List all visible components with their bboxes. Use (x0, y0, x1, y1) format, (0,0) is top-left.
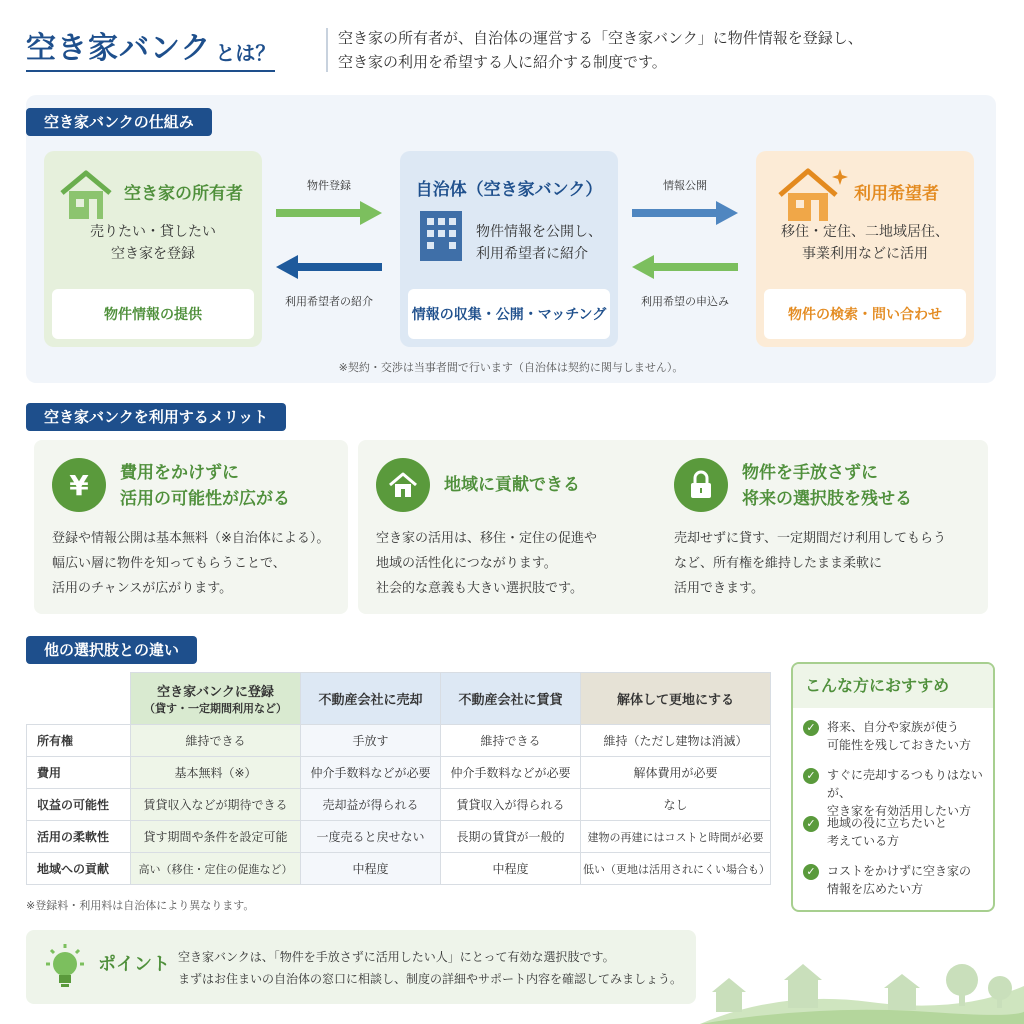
user-box (756, 151, 974, 347)
table-cell: 長期の賃貸が一般的 (441, 821, 581, 853)
row-header: 地域への貢献 (27, 853, 131, 885)
table-cell: 賃貸収入が得られる (441, 789, 581, 821)
house-icon (376, 458, 430, 512)
recommend-item-line1: 将来、自分や家族が使う (827, 720, 960, 734)
user-bottom-label: 物件の検索・問い合わせ (764, 289, 966, 339)
table-row (27, 853, 771, 885)
merit-text-line2: 幅広い層に物件を知ってもらうことで、 (52, 556, 286, 571)
merit-title (742, 460, 912, 512)
merit-title-line2: 将来の選択肢を残せる (742, 489, 912, 509)
recommend-box (791, 662, 995, 912)
merit-title-line1: 地域に貢献できる (444, 475, 580, 495)
check-icon: ✓ (803, 864, 819, 880)
section-label-merits: 空き家バンクを利用するメリット (26, 403, 286, 431)
merit-title (120, 460, 290, 512)
user-text-line1: 移住・定住、二地域居住、 (781, 224, 949, 240)
arrow-label-register: 物件登録 (307, 179, 351, 192)
row-header: 収益の可能性 (27, 789, 131, 821)
merit-text (674, 526, 980, 601)
table-row (27, 757, 771, 789)
table-cell: 維持できる (441, 725, 581, 757)
user-text (756, 221, 974, 265)
lock-icon (674, 458, 728, 512)
recommend-item (803, 718, 987, 754)
merit-text (376, 526, 666, 601)
check-icon: ✓ (803, 768, 819, 784)
gov-box (400, 151, 618, 347)
page-header (26, 26, 1006, 76)
user-title: 利用希望者 (854, 184, 939, 204)
header-sell: 不動産会社に売却 (301, 673, 441, 725)
gov-text-line2: 利用希望者に紹介 (476, 246, 588, 262)
arrow-right-blue-icon (632, 201, 738, 225)
header-desc-line2: 空き家の利用を希望する人に紹介する制度です。 (338, 53, 667, 71)
gov-text-line1: 物件情報を公開し、 (476, 224, 602, 240)
table-header-row (27, 673, 771, 725)
merit-text-line1: 売却せずに貸す、一定期間だけ利用してもらう (674, 531, 946, 546)
yen-icon: ¥ (52, 458, 106, 512)
merit-title (444, 472, 580, 498)
table-cell: 賃貸収入などが期待できる (131, 789, 301, 821)
merit-text-line3: 活用できます。 (674, 581, 764, 596)
table-cell: 仲介手数料などが必要 (441, 757, 581, 789)
merit-text-line1: 空き家の活用は、移住・定住の促進や (376, 531, 598, 546)
check-icon: ✓ (803, 816, 819, 832)
table-row (27, 725, 771, 757)
arrow-label-apply: 利用希望の申込み (641, 295, 729, 308)
recommend-item-line1: すぐに売却するつもりはないが、 (827, 768, 983, 800)
table-row (27, 789, 771, 821)
recommend-title: こんな方におすすめ (793, 664, 993, 708)
owner-text-line2: 空き家を登録 (111, 246, 195, 262)
recommend-item (803, 766, 987, 820)
table-cell: 中程度 (301, 853, 441, 885)
merit-text-line1: 登録や情報公開は基本無料（※自治体による）。 (52, 531, 330, 546)
check-icon: ✓ (803, 720, 819, 736)
recommend-item-line1: コストをかけずに空き家の (827, 864, 972, 878)
merit-card-cost (34, 440, 348, 614)
building-icon (418, 209, 464, 261)
table-cell: 貸す期間や条件を設定可能 (131, 821, 301, 853)
town-scenery-illustration (700, 950, 1024, 1024)
table-cell: なし (581, 789, 771, 821)
arrow-label-publish: 情報公開 (663, 179, 707, 192)
header-divider (326, 28, 328, 72)
owner-title: 空き家の所有者 (124, 184, 243, 204)
arrow-left-blue-icon (276, 255, 382, 279)
recommend-item-line2: 情報を広めたい方 (827, 882, 924, 896)
table-cell: 売却益が得られる (301, 789, 441, 821)
header-description (338, 26, 863, 74)
gov-title: 自治体（空き家バンク） (415, 180, 603, 200)
recommend-item-line2: 考えている方 (827, 834, 900, 848)
owner-house-icon (58, 169, 114, 221)
recommend-item-text (827, 862, 987, 898)
merit-card-keep (656, 440, 988, 614)
header-akiya-bank (131, 673, 301, 725)
recommend-item-text (827, 766, 987, 820)
merit-text-line2: など、所有権を維持したまま柔軟に (674, 556, 883, 571)
merit-text-line3: 社会的な意義も大きい選択肢です。 (376, 581, 583, 596)
header-akiya-bank-line2: （貸す・一定期間利用など） (144, 702, 287, 715)
gov-text (476, 221, 602, 265)
user-house-icon (776, 165, 850, 223)
page-title-main: 空き家バンク (26, 31, 212, 66)
arrow-left-green-icon (632, 255, 738, 279)
header-desc-line1: 空き家の所有者が、自治体の運営する「空き家バンク」に物件情報を登録し、 (338, 29, 863, 47)
user-text-line2: 事業利用などに活用 (802, 246, 928, 262)
recommend-item-line1: 地域の役に立ちたいと (827, 816, 948, 830)
comparison-table (26, 672, 771, 885)
page-title-sub: とは？ (215, 41, 276, 65)
point-box (26, 930, 696, 1004)
table-corner-cell (27, 673, 131, 725)
owner-bottom-label: 物件情報の提供 (52, 289, 254, 339)
section-label-mechanism: 空き家バンクの仕組み (26, 108, 212, 136)
table-cell: 維持できる (131, 725, 301, 757)
table-cell: 建物の再建にはコストと時間が必要 (581, 821, 771, 853)
table-cell: 基本無料（※） (131, 757, 301, 789)
merit-text-line2: 地域の活性化につながります。 (376, 556, 557, 571)
point-text (178, 946, 682, 990)
merit-text-line3: 活用のチャンスが広がります。 (52, 581, 233, 596)
arrow-right-green-icon (276, 201, 382, 225)
recommend-item (803, 862, 987, 898)
page-title (26, 26, 275, 72)
owner-text-line1: 売りたい・貸したい (90, 224, 216, 240)
table-cell: 維持（ただし建物は消滅） (581, 725, 771, 757)
recommend-item (803, 814, 987, 850)
merit-text (52, 526, 342, 601)
merit-card-community (358, 440, 672, 614)
point-text-line1: 空き家バンクは、「物件を手放さずに活用したい人」にとって有効な選択肢です。 (178, 950, 615, 964)
comparison-note: ※登録料・利用料は自治体により異なります。 (26, 899, 255, 912)
merit-title-line1: 物件を手放さずに (742, 463, 878, 483)
mechanism-panel (26, 95, 996, 383)
point-text-line2: まずはお住まいの自治体の窓口に相談し、制度の詳細やサポート内容を確認してみましょう。 (178, 972, 683, 986)
recommend-item-line2: 可能性を残しておきたい方 (827, 738, 972, 752)
merit-title-line2: 活用の可能性が広がる (120, 489, 290, 509)
table-cell: 中程度 (441, 853, 581, 885)
table-row (27, 821, 771, 853)
lightbulb-icon (38, 942, 92, 994)
gov-bottom-label: 情報の収集・公開・マッチング (408, 289, 610, 339)
table-cell: 低い（更地は活用されにくい場合も） (581, 853, 771, 885)
table-cell: 仲介手数料などが必要 (301, 757, 441, 789)
row-header: 活用の柔軟性 (27, 821, 131, 853)
table-cell: 一度売ると戻せない (301, 821, 441, 853)
row-header: 費用 (27, 757, 131, 789)
table-cell: 解体費用が必要 (581, 757, 771, 789)
header-akiya-bank-line1: 空き家バンクに登録 (157, 685, 274, 700)
section-label-comparison: 他の選択肢との違い (26, 636, 197, 664)
owner-box (44, 151, 262, 347)
merit-title-line1: 費用をかけずに (120, 463, 239, 483)
arrow-label-introduce: 利用希望者の紹介 (285, 295, 373, 308)
row-header: 所有権 (27, 725, 131, 757)
table-cell: 手放す (301, 725, 441, 757)
point-label: ポイント (98, 954, 170, 975)
recommend-item-line2: 空き家を有効活用したい方 (827, 804, 972, 818)
mechanism-note: ※契約・交渉は当事者間で行います（自治体は契約に関与しません）。 (338, 361, 684, 374)
header-rent: 不動産会社に賃貸 (441, 673, 581, 725)
table-cell: 高い（移住・定住の促進など） (131, 853, 301, 885)
header-demolish: 解体して更地にする (581, 673, 771, 725)
recommend-item-text (827, 814, 987, 850)
recommend-item-text (827, 718, 987, 754)
owner-text (44, 221, 262, 265)
